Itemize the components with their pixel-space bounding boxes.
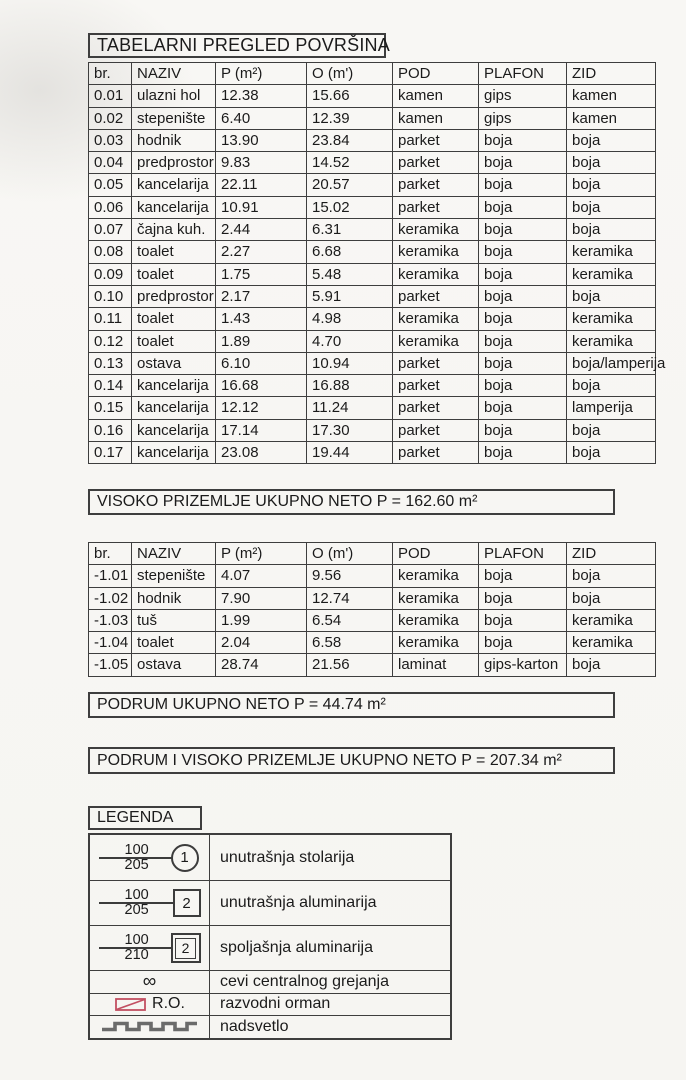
table-cell: boja — [479, 241, 567, 263]
table-row — [89, 152, 656, 174]
table-row — [89, 352, 656, 374]
column-header: NAZIV — [132, 543, 216, 565]
table-cell: laminat — [393, 654, 479, 676]
table-cell: parket — [393, 419, 479, 441]
table-cell: boja — [479, 285, 567, 307]
table-row — [89, 397, 656, 419]
table-cell: 0.15 — [89, 397, 132, 419]
legend-label: cevi centralnog grejanja — [220, 972, 389, 990]
table-row — [89, 587, 656, 609]
table-row — [89, 565, 656, 587]
table-cell: toalet — [132, 263, 216, 285]
table-cell: boja/lamperija — [567, 352, 656, 374]
table-cell: 4.98 — [307, 308, 393, 330]
table-cell: 0.17 — [89, 442, 132, 464]
ro-label: R.O. — [152, 995, 185, 1013]
summary-basement: PODRUM UKUPNO NETO P = 44.74 m² — [88, 692, 615, 718]
table-cell: ulazni hol — [132, 85, 216, 107]
table-cell: 4.07 — [216, 565, 307, 587]
table-row — [89, 375, 656, 397]
table-row — [89, 308, 656, 330]
column-header: NAZIV — [132, 63, 216, 85]
table-cell: boja — [567, 129, 656, 151]
table-row — [89, 107, 656, 129]
door-number-square: 2 — [173, 889, 201, 917]
table-cell: stepenište — [132, 107, 216, 129]
table-cell: parket — [393, 352, 479, 374]
table-cell: parket — [393, 285, 479, 307]
table-row — [89, 241, 656, 263]
table-cell: hodnik — [132, 587, 216, 609]
table-cell: boja — [479, 609, 567, 631]
header-row — [89, 63, 656, 85]
legend-title: LEGENDA — [88, 806, 202, 830]
infinity-icon: ∞ — [90, 971, 210, 993]
table-cell: -1.05 — [89, 654, 132, 676]
table-cell: 6.10 — [216, 352, 307, 374]
table-cell: 17.30 — [307, 419, 393, 441]
legend-row — [90, 835, 450, 880]
table-row — [89, 129, 656, 151]
dimension-fraction — [125, 843, 149, 873]
table-cell: keramika — [393, 219, 479, 241]
table-cell: 1.99 — [216, 609, 307, 631]
table-cell: toalet — [132, 632, 216, 654]
table-cell: 0.02 — [89, 107, 132, 129]
dimension-fraction — [125, 933, 149, 963]
table-cell: boja — [479, 442, 567, 464]
table-cell: 4.70 — [307, 330, 393, 352]
table-cell: 20.57 — [307, 174, 393, 196]
table-cell: 6.58 — [307, 632, 393, 654]
table-cell: boja — [479, 219, 567, 241]
table-cell: boja — [567, 152, 656, 174]
table-cell: boja — [479, 129, 567, 151]
table-cell: lamperija — [567, 397, 656, 419]
table-cell: boja — [479, 419, 567, 441]
table-cell: 6.54 — [307, 609, 393, 631]
table-cell: 0.01 — [89, 85, 132, 107]
table-cell: predprostor — [132, 285, 216, 307]
column-header: O (m') — [307, 543, 393, 565]
table-cell: kamen — [567, 107, 656, 129]
table-cell: 21.56 — [307, 654, 393, 676]
table-cell: 2.04 — [216, 632, 307, 654]
table-cell: keramika — [567, 330, 656, 352]
table-cell: boja — [567, 375, 656, 397]
table-cell: boja — [479, 263, 567, 285]
table-cell: keramika — [567, 308, 656, 330]
table-cell: kancelarija — [132, 196, 216, 218]
table-cell: parket — [393, 152, 479, 174]
legend-label: razvodni orman — [220, 995, 331, 1013]
table-cell: 12.12 — [216, 397, 307, 419]
table-cell: ostava — [132, 352, 216, 374]
table-cell: 0.14 — [89, 375, 132, 397]
table-cell: 6.68 — [307, 241, 393, 263]
door-number-circle: 1 — [171, 844, 199, 872]
table-cell: 5.91 — [307, 285, 393, 307]
table-cell: 0.06 — [89, 196, 132, 218]
table-cell: 0.04 — [89, 152, 132, 174]
column-header: br. — [89, 63, 132, 85]
door-number-double-square: 2 — [171, 933, 201, 963]
table-cell: 9.56 — [307, 565, 393, 587]
table-cell: gips — [479, 85, 567, 107]
table-cell: 1.89 — [216, 330, 307, 352]
legend-row — [90, 1015, 450, 1038]
table-cell: 23.84 — [307, 129, 393, 151]
table-cell: 15.66 — [307, 85, 393, 107]
table-cell: boja — [479, 330, 567, 352]
table-cell: kamen — [567, 85, 656, 107]
table-cell: 0.07 — [89, 219, 132, 241]
ro-box-icon — [114, 996, 150, 1013]
table-cell: 10.91 — [216, 196, 307, 218]
table-cell: kancelarija — [132, 174, 216, 196]
table-cell: 5.48 — [307, 263, 393, 285]
table-cell: parket — [393, 174, 479, 196]
table-cell: toalet — [132, 308, 216, 330]
column-header: O (m') — [307, 63, 393, 85]
table-row — [89, 219, 656, 241]
summary-total: PODRUM I VISOKO PRIZEMLJE UKUPNO NETO P = 207.34 m² — [88, 747, 615, 774]
table-row — [89, 85, 656, 107]
column-header: POD — [393, 543, 479, 565]
table-cell: 15.02 — [307, 196, 393, 218]
table-cell: 16.68 — [216, 375, 307, 397]
table-cell: 1.75 — [216, 263, 307, 285]
table-cell: 6.40 — [216, 107, 307, 129]
table-cell: toalet — [132, 330, 216, 352]
legend-row — [90, 970, 450, 993]
table-cell: keramika — [567, 632, 656, 654]
header-row — [89, 543, 656, 565]
table-cell: 19.44 — [307, 442, 393, 464]
table-cell: stepenište — [132, 565, 216, 587]
areas-table-basement — [88, 542, 656, 677]
table-cell: 0.16 — [89, 419, 132, 441]
table-cell: čajna kuh. — [132, 219, 216, 241]
page-title: TABELARNI PREGLED POVRŠINA — [88, 33, 386, 58]
table-row — [89, 174, 656, 196]
table-cell: boja — [567, 196, 656, 218]
table-row — [89, 609, 656, 631]
table-row — [89, 330, 656, 352]
door-mark-circle-icon — [90, 835, 210, 880]
table-cell: 2.44 — [216, 219, 307, 241]
table-cell: boja — [479, 375, 567, 397]
table-cell: parket — [393, 375, 479, 397]
column-header: ZID — [567, 543, 656, 565]
table-cell: kamen — [393, 107, 479, 129]
table-cell: boja — [479, 587, 567, 609]
table-cell: ostava — [132, 654, 216, 676]
table-cell: kancelarija — [132, 397, 216, 419]
table-cell: kancelarija — [132, 442, 216, 464]
table-cell: 11.24 — [307, 397, 393, 419]
legend-row — [90, 993, 450, 1016]
distribution-cabinet-icon — [90, 994, 210, 1016]
table-cell: 0.08 — [89, 241, 132, 263]
table-cell: kancelarija — [132, 419, 216, 441]
table-cell: boja — [479, 632, 567, 654]
table-cell: kancelarija — [132, 375, 216, 397]
table-cell: boja — [567, 285, 656, 307]
table-cell: -1.01 — [89, 565, 132, 587]
table-cell: keramika — [393, 263, 479, 285]
table-cell: keramika — [393, 609, 479, 631]
table-cell: 2.17 — [216, 285, 307, 307]
table-cell: boja — [479, 152, 567, 174]
table-cell: 0.05 — [89, 174, 132, 196]
legend-row — [90, 925, 450, 970]
table-cell: boja — [567, 419, 656, 441]
table-cell: keramika — [393, 565, 479, 587]
column-header: PLAFON — [479, 543, 567, 565]
table-cell: hodnik — [132, 129, 216, 151]
table-cell: boja — [567, 587, 656, 609]
table-cell: 1.43 — [216, 308, 307, 330]
dimension-height: 205 — [124, 902, 149, 918]
table-cell: keramika — [393, 632, 479, 654]
table-cell: parket — [393, 129, 479, 151]
summary-ground-floor: VISOKO PRIZEMLJE UKUPNO NETO P = 162.60 m² — [88, 489, 615, 515]
table-cell: 12.38 — [216, 85, 307, 107]
table-cell: boja — [567, 565, 656, 587]
table-cell: 10.94 — [307, 352, 393, 374]
table-cell: boja — [479, 308, 567, 330]
table-cell: 17.14 — [216, 419, 307, 441]
dimension-height: 205 — [124, 856, 149, 873]
column-header: P (m²) — [216, 543, 307, 565]
table-cell: keramika — [393, 330, 479, 352]
table-cell: parket — [393, 397, 479, 419]
areas-table-ground-floor — [88, 62, 666, 464]
table-cell: 14.52 — [307, 152, 393, 174]
table-cell: boja — [567, 219, 656, 241]
table-cell: boja — [479, 196, 567, 218]
table-cell: 0.03 — [89, 129, 132, 151]
table-cell: 0.10 — [89, 285, 132, 307]
table-cell: 6.31 — [307, 219, 393, 241]
table-cell: 13.90 — [216, 129, 307, 151]
legend-label: nadsvetlo — [220, 1017, 289, 1035]
table-cell: parket — [393, 196, 479, 218]
table-cell: 0.09 — [89, 263, 132, 285]
column-header: ZID — [567, 63, 656, 85]
dimension-width: 100 — [124, 841, 149, 858]
dimension-width: 100 — [124, 932, 149, 948]
table-row — [89, 632, 656, 654]
column-header: POD — [393, 63, 479, 85]
table-cell: gips-karton — [479, 654, 567, 676]
table-cell: boja — [567, 654, 656, 676]
table-cell: keramika — [393, 308, 479, 330]
table-cell: keramika — [567, 263, 656, 285]
legend-label: unutrašnja stolarija — [220, 848, 355, 866]
table-cell: -1.04 — [89, 632, 132, 654]
table-cell: 28.74 — [216, 654, 307, 676]
table-cell: keramika — [393, 587, 479, 609]
skylight-line-icon — [90, 1016, 210, 1038]
column-header: P (m²) — [216, 63, 307, 85]
dimension-width: 100 — [124, 887, 149, 903]
table-cell: gips — [479, 107, 567, 129]
table-row — [89, 442, 656, 464]
column-header: br. — [89, 543, 132, 565]
table-row — [89, 419, 656, 441]
table-cell: -1.02 — [89, 587, 132, 609]
door-mark-double-square-icon — [90, 926, 210, 970]
table-cell: boja — [479, 174, 567, 196]
table-cell: parket — [393, 442, 479, 464]
table-cell: -1.03 — [89, 609, 132, 631]
table-row — [89, 285, 656, 307]
table-cell: 7.90 — [216, 587, 307, 609]
table-cell: boja — [567, 442, 656, 464]
table-cell: 22.11 — [216, 174, 307, 196]
dimension-fraction — [125, 888, 149, 918]
table-cell: 0.11 — [89, 308, 132, 330]
dimension-height: 210 — [124, 947, 149, 963]
table-row — [89, 196, 656, 218]
table-cell: boja — [567, 174, 656, 196]
legend-label: spoljašnja aluminarija — [220, 939, 373, 956]
column-header: PLAFON — [479, 63, 567, 85]
table-cell: 9.83 — [216, 152, 307, 174]
table-cell: kamen — [393, 85, 479, 107]
table-cell: boja — [479, 397, 567, 419]
legend-table — [88, 833, 452, 1040]
legend-row — [90, 880, 450, 925]
table-row — [89, 654, 656, 676]
table-cell: boja — [479, 565, 567, 587]
table-cell: 12.74 — [307, 587, 393, 609]
table-cell: 23.08 — [216, 442, 307, 464]
table-cell: 0.12 — [89, 330, 132, 352]
table-cell: keramika — [567, 609, 656, 631]
table-cell: toalet — [132, 241, 216, 263]
table-cell: predprostor — [132, 152, 216, 174]
door-mark-square-icon — [90, 881, 210, 925]
table-cell: 16.88 — [307, 375, 393, 397]
table-cell: boja — [479, 352, 567, 374]
legend-label: unutrašnja aluminarija — [220, 894, 377, 911]
table-cell: tuš — [132, 609, 216, 631]
table-cell: keramika — [393, 241, 479, 263]
table-cell: 12.39 — [307, 107, 393, 129]
table-cell: 0.13 — [89, 352, 132, 374]
table-row — [89, 263, 656, 285]
table-cell: keramika — [567, 241, 656, 263]
table-cell: 2.27 — [216, 241, 307, 263]
